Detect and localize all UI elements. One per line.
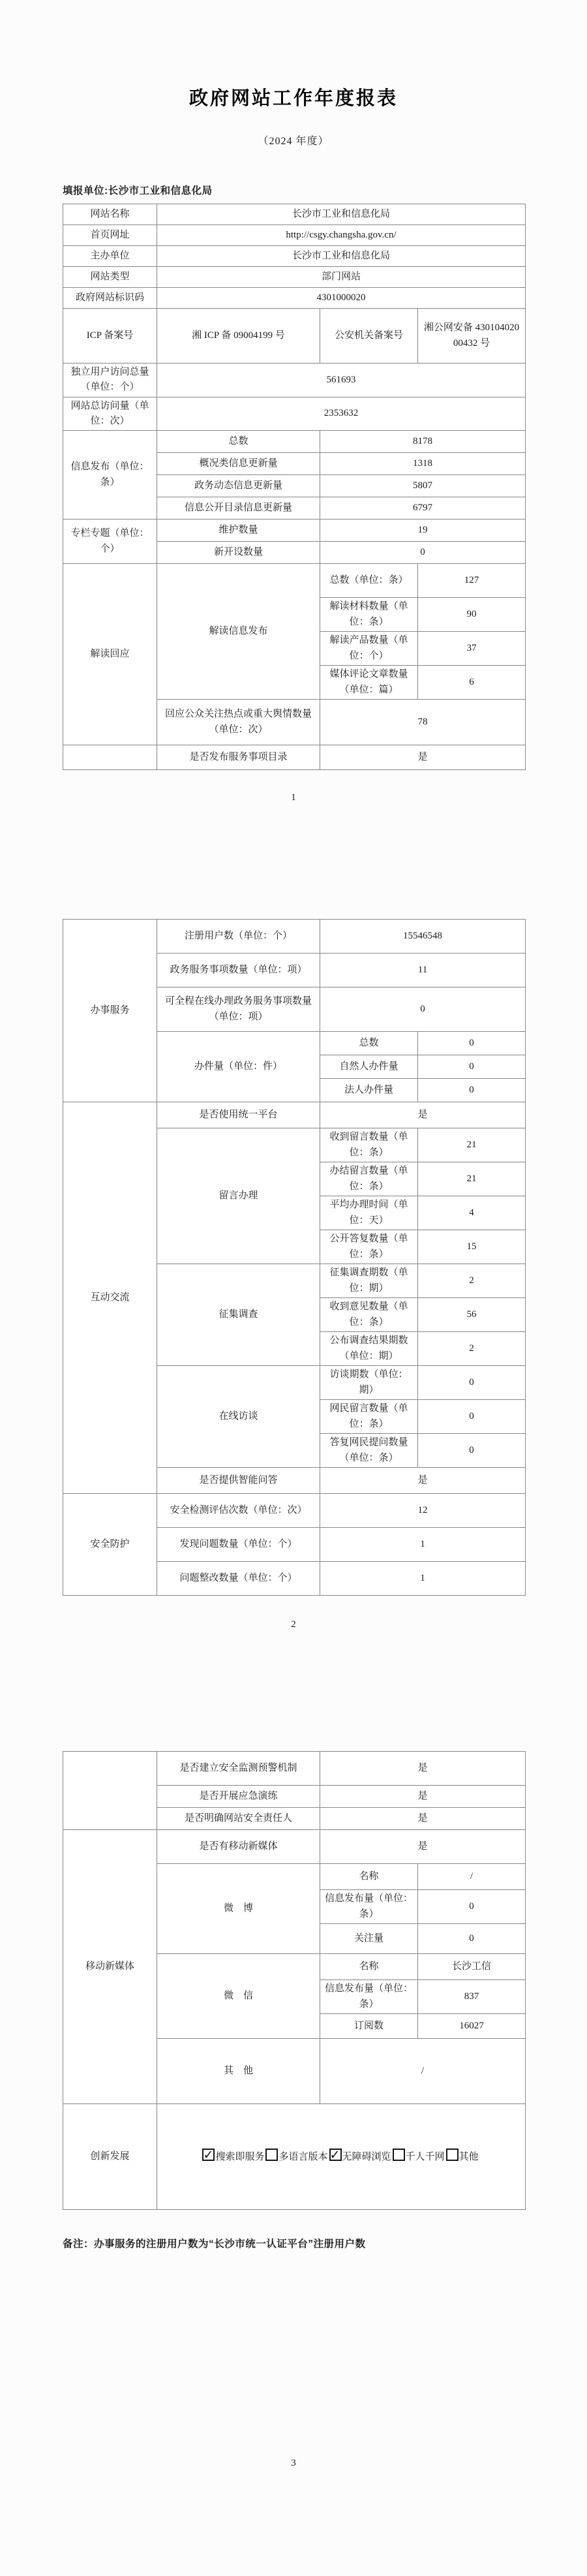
gov-news-updates-label: 政务动态信息更新量	[157, 475, 320, 497]
media-articles-value: 6	[418, 666, 526, 700]
row-columns-maintained	[63, 520, 526, 542]
security-checks-label: 安全检测评估次数（单位：次）	[157, 1494, 320, 1528]
security-section-label: 安全防护	[63, 1494, 157, 1596]
survey-periods-label: 征集调查期数（单位：期）	[320, 1264, 418, 1298]
info-pub-total-value: 8178	[320, 431, 526, 453]
innovation-option-label: 多语言版本	[278, 2151, 328, 2162]
innovation-option	[329, 2152, 391, 2162]
weibo-followers-label: 关注量	[320, 1924, 418, 1954]
interpret-total-value: 127	[418, 564, 526, 598]
msg-received-value: 21	[418, 1128, 526, 1162]
empty-cell	[63, 1752, 157, 1830]
msg-avg-days-label: 平均办理时间（单位：天）	[320, 1196, 418, 1230]
msg-public-replies-label: 公开答复数量（单位：条）	[320, 1230, 418, 1264]
innovation-option	[202, 2152, 264, 2162]
security-officer-label: 是否明确网站安全责任人	[157, 1808, 320, 1830]
wechat-subs-label: 订阅数	[320, 2014, 418, 2039]
page-number-1: 1	[291, 792, 296, 803]
msg-received-label: 收到留言数量（单位：条）	[320, 1128, 418, 1162]
row-service-catalog	[63, 745, 526, 770]
info-pub-total-label: 总数	[157, 431, 320, 453]
interpret-response-section-label: 解读回应	[63, 564, 157, 745]
has-new-media-label: 是否有移动新媒体	[157, 1830, 320, 1864]
monitor-warning-value: 是	[320, 1752, 526, 1786]
innovation-option	[446, 2152, 479, 2162]
other-media-label: 其 他	[157, 2039, 320, 2104]
weibo-followers-value: 0	[418, 1924, 526, 1954]
report-table-page2	[63, 919, 526, 1596]
page-number-3: 3	[291, 2458, 296, 2468]
survey-periods-value: 2	[418, 1264, 526, 1298]
issues-fixed-label: 问题整改数量（单位：个）	[157, 1562, 320, 1596]
registered-users-label: 注册用户数（单位：个）	[157, 920, 320, 954]
registered-users-value: 15546548	[320, 920, 526, 954]
survey-results-label: 公布调查结果期数（单位：期）	[320, 1332, 418, 1366]
columns-maintained-value: 19	[320, 520, 526, 542]
disclosure-updates-label: 信息公开目录信息更新量	[157, 497, 320, 520]
issues-found-label: 发现问题数量（单位：个）	[157, 1528, 320, 1562]
host-unit-label: 主办单位	[63, 246, 157, 267]
weibo-posts-label: 信息发布量（单位：条）	[320, 1890, 418, 1924]
service-section-label: 办事服务	[63, 920, 157, 1102]
interview-messages-label: 网民留言数量（单位：条）	[320, 1400, 418, 1434]
hot-response-value: 78	[320, 700, 526, 745]
empty-cell	[63, 745, 157, 770]
cases-total-label: 总数	[320, 1032, 418, 1055]
interview-replies-label: 答复网民提问数量（单位：条）	[320, 1434, 418, 1468]
issues-fixed-value: 1	[320, 1562, 526, 1596]
police-license-label: 公安机关备案号	[320, 309, 418, 364]
wechat-name-label: 名称	[320, 1954, 418, 1980]
site-name-label: 网站名称	[63, 204, 157, 225]
mobile-media-section-label: 移动新媒体	[63, 1830, 157, 2104]
survey-collect-label: 征集调查	[157, 1264, 320, 1366]
site-type-label: 网站类型	[63, 267, 157, 288]
unified-platform-label: 是否使用统一平台	[157, 1102, 320, 1128]
cases-natural-label: 自然人办件量	[320, 1055, 418, 1079]
interview-periods-value: 0	[418, 1366, 526, 1400]
gov-news-updates-value: 5807	[320, 475, 526, 497]
page-title: 政府网站工作年度报表	[188, 88, 398, 109]
report-year-subtitle: （2024 年度）	[258, 136, 329, 147]
row-site-name	[63, 204, 526, 225]
icp-label: ICP 备案号	[63, 309, 157, 364]
wechat-subs-value: 16027	[418, 2014, 526, 2039]
wechat-posts-value: 837	[418, 1980, 526, 2014]
row-interpret-total	[63, 564, 526, 598]
row-site-code	[63, 288, 526, 309]
message-handling-label: 留言办理	[157, 1128, 320, 1264]
row-site-type	[63, 267, 526, 288]
wechat-posts-label: 信息发布量（单位：条）	[320, 1980, 418, 2014]
unified-platform-value: 是	[320, 1102, 526, 1128]
columns-new-label: 新开设数量	[157, 542, 320, 564]
security-checks-value: 12	[320, 1494, 526, 1528]
row-total-visits	[63, 397, 526, 431]
site-code-value: 4301000020	[157, 288, 526, 309]
unique-visitors-value: 561693	[157, 364, 526, 397]
cases-legal-value: 0	[418, 1079, 526, 1102]
cases-natural-value: 0	[418, 1055, 526, 1079]
survey-results-value: 2	[418, 1332, 526, 1366]
innovation-option-label: 搜索即服务	[215, 2151, 265, 2162]
msg-public-replies-value: 15	[418, 1230, 526, 1264]
special-columns-section-label: 专栏专题（单位：个）	[63, 520, 157, 564]
online-items-label: 可全程在线办理政务服务事项数量（单位：项）	[157, 987, 320, 1032]
other-media-value: /	[320, 2039, 526, 2104]
page-number-2: 2	[291, 1619, 296, 1630]
innovation-options	[157, 2104, 526, 2210]
row-security-checks	[63, 1494, 526, 1528]
interpret-materials-label: 解读材料数量（单位：条）	[320, 598, 418, 632]
interpret-publish-label: 解读信息发布	[157, 564, 320, 700]
wechat-label: 微 信	[157, 1954, 320, 2039]
service-catalog-label: 是否发布服务事项目录	[157, 745, 320, 770]
row-has-new-media	[63, 1830, 526, 1864]
filler-unit-line: 填报单位:长沙市工业和信息化局	[63, 185, 213, 196]
row-monitor-warning	[63, 1752, 526, 1786]
cases-total-value: 0	[418, 1032, 526, 1055]
survey-opinions-label: 收到意见数量（单位：条）	[320, 1298, 418, 1332]
interview-messages-value: 0	[418, 1400, 526, 1434]
interaction-section-label: 互动交流	[63, 1102, 157, 1494]
icp-value: 湘 ICP 备 09004199 号	[157, 309, 320, 364]
msg-avg-days-value: 4	[418, 1196, 526, 1230]
overview-updates-value: 1318	[320, 453, 526, 475]
smart-qa-value: 是	[320, 1468, 526, 1494]
row-host-unit	[63, 246, 526, 267]
weibo-posts-value: 0	[418, 1890, 526, 1924]
checkbox-accessibility-icon	[329, 2149, 342, 2161]
interpret-products-label: 解读产品数量（单位：个）	[320, 632, 418, 666]
interview-replies-value: 0	[418, 1434, 526, 1468]
interpret-materials-value: 90	[418, 598, 526, 632]
wechat-name-value: 长沙工信	[418, 1954, 526, 1980]
columns-new-value: 0	[320, 542, 526, 564]
weibo-label: 微 博	[157, 1864, 320, 1954]
report-table-page3	[63, 1751, 526, 2210]
row-registered-users	[63, 920, 526, 954]
cases-legal-label: 法人办件量	[320, 1079, 418, 1102]
online-items-value: 0	[320, 987, 526, 1032]
checkbox-search-as-service-icon	[202, 2149, 215, 2161]
msg-completed-value: 21	[418, 1162, 526, 1196]
overview-updates-label: 概况类信息更新量	[157, 453, 320, 475]
issues-found-value: 1	[320, 1528, 526, 1562]
survey-opinions-value: 56	[418, 1298, 526, 1332]
has-new-media-value: 是	[320, 1830, 526, 1864]
row-innovation	[63, 2104, 526, 2210]
row-homepage-url	[63, 225, 526, 246]
interpret-products-value: 37	[418, 632, 526, 666]
security-officer-value: 是	[320, 1808, 526, 1830]
hot-response-label: 回应公众关注热点或重大舆情数量（单位：次）	[157, 700, 320, 745]
smart-qa-label: 是否提供智能问答	[157, 1468, 320, 1494]
innovation-option-label: 其他	[459, 2151, 479, 2162]
interview-periods-label: 访谈期数（单位：期）	[320, 1366, 418, 1400]
online-interview-label: 在线访谈	[157, 1366, 320, 1468]
site-code-label: 政府网站标识码	[63, 288, 157, 309]
row-icp-license	[63, 309, 526, 364]
innovation-option-label: 无障碍浏览	[342, 2151, 391, 2162]
total-visits-label: 网站总访问量（单位：次）	[63, 397, 157, 431]
disclosure-updates-value: 6797	[320, 497, 526, 520]
media-articles-label: 媒体评论文章数量（单位：篇）	[320, 666, 418, 700]
police-license-value: 湘公网安备 43010402000432 号	[418, 309, 526, 364]
checkbox-other-icon	[446, 2149, 459, 2161]
weibo-name-value: /	[418, 1864, 526, 1890]
innovation-section-label: 创新发展	[63, 2104, 157, 2210]
case-volume-label: 办件量（单位：件）	[157, 1032, 320, 1102]
homepage-url-value: http://csgy.changsha.gov.cn/	[157, 225, 526, 246]
total-visits-value: 2353632	[157, 397, 526, 431]
checkbox-personalized-icon	[393, 2149, 405, 2161]
service-catalog-value: 是	[320, 745, 526, 770]
host-unit-value: 长沙市工业和信息化局	[157, 246, 526, 267]
info-publish-section-label: 信息发布（单位：条）	[63, 431, 157, 520]
unique-visitors-label: 独立用户访问总量（单位：个）	[63, 364, 157, 397]
innovation-option	[265, 2152, 327, 2162]
footnote: 备注：办事服务的注册用户数为“长沙市统一认证平台”注册用户数	[63, 2239, 366, 2250]
emergency-drill-label: 是否开展应急演练	[157, 1786, 320, 1808]
columns-maintained-label: 维护数量	[157, 520, 320, 542]
row-unified-platform	[63, 1102, 526, 1128]
site-name-value: 长沙市工业和信息化局	[157, 204, 526, 225]
emergency-drill-value: 是	[320, 1786, 526, 1808]
service-items-value: 11	[320, 954, 526, 987]
service-items-label: 政务服务事项数量（单位：项）	[157, 954, 320, 987]
innovation-option-label: 千人千网	[405, 2151, 445, 2162]
report-table-page1	[63, 204, 526, 770]
site-type-value: 部门网站	[157, 267, 526, 288]
homepage-url-label: 首页网址	[63, 225, 157, 246]
checkbox-multilingual-icon	[265, 2149, 278, 2161]
monitor-warning-label: 是否建立安全监测预警机制	[157, 1752, 320, 1786]
interpret-total-label: 总数（单位：条）	[320, 564, 418, 598]
row-info-pub-total	[63, 431, 526, 453]
weibo-name-label: 名称	[320, 1864, 418, 1890]
row-unique-visitors	[63, 364, 526, 397]
innovation-option	[393, 2152, 445, 2162]
msg-completed-label: 办结留言数量（单位：条）	[320, 1162, 418, 1196]
